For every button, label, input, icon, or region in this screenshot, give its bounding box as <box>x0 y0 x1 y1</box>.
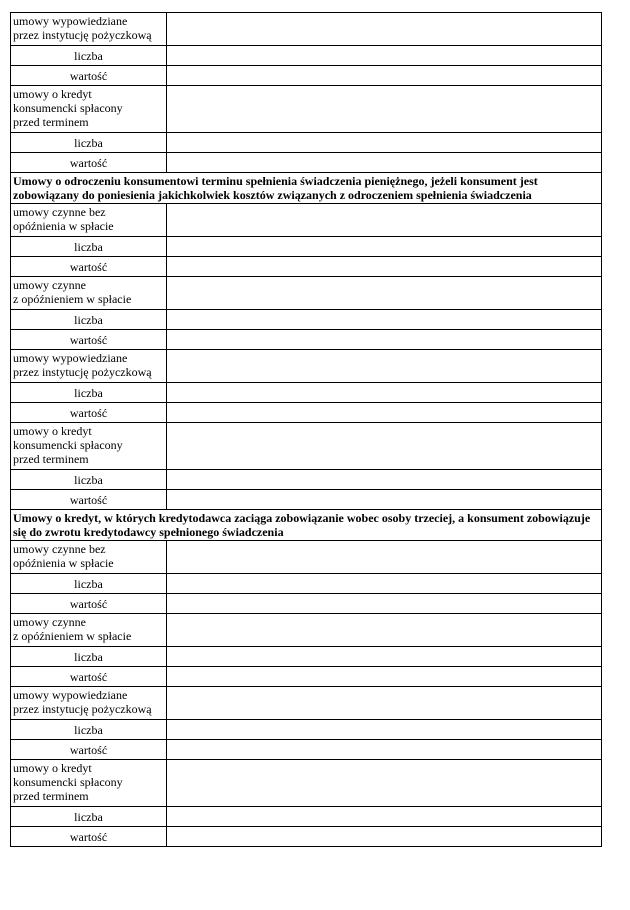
category-label: umowy wypowiedziane przez instytucję pożyczkową <box>11 687 167 720</box>
metric-row <box>11 574 602 594</box>
category-label: umowy czynne bez opóźnienia w spłacie <box>11 541 167 574</box>
value-cell[interactable] <box>167 66 602 86</box>
category-label: umowy czynne z opóźnieniem w spłacie <box>11 277 167 310</box>
value-cell[interactable] <box>167 13 602 46</box>
metric-row <box>11 647 602 667</box>
value-cell[interactable] <box>167 86 602 133</box>
category-label: umowy o kredyt konsumencki spłacony przed terminem <box>11 760 167 807</box>
category-row <box>11 86 602 133</box>
value-cell[interactable] <box>167 827 602 847</box>
metric-row <box>11 133 602 153</box>
value-cell[interactable] <box>167 807 602 827</box>
value-cell[interactable] <box>167 740 602 760</box>
metric-label: liczba <box>11 383 167 403</box>
metric-row <box>11 470 602 490</box>
metric-row <box>11 403 602 423</box>
category-label: umowy czynne bez opóźnienia w spłacie <box>11 204 167 237</box>
metric-label: wartość <box>11 403 167 423</box>
category-label: umowy o kredyt konsumencki spłacony przed terminem <box>11 86 167 133</box>
category-row <box>11 350 602 383</box>
metric-label: wartość <box>11 827 167 847</box>
value-cell[interactable] <box>167 647 602 667</box>
metric-row <box>11 330 602 350</box>
value-cell[interactable] <box>167 594 602 614</box>
metric-row <box>11 237 602 257</box>
value-cell[interactable] <box>167 574 602 594</box>
value-cell[interactable] <box>167 133 602 153</box>
category-label: umowy wypowiedziane przez instytucję pożyczkową <box>11 13 167 46</box>
category-row <box>11 541 602 574</box>
value-cell[interactable] <box>167 257 602 277</box>
value-cell[interactable] <box>167 237 602 257</box>
metric-row <box>11 383 602 403</box>
metric-label: liczba <box>11 310 167 330</box>
metric-row <box>11 827 602 847</box>
metric-row <box>11 594 602 614</box>
value-cell[interactable] <box>167 46 602 66</box>
metric-row <box>11 257 602 277</box>
value-cell[interactable] <box>167 310 602 330</box>
metric-label: liczba <box>11 574 167 594</box>
category-row <box>11 687 602 720</box>
category-label: umowy wypowiedziane przez instytucję pożyczkową <box>11 350 167 383</box>
value-cell[interactable] <box>167 720 602 740</box>
metric-label: liczba <box>11 720 167 740</box>
metric-label: wartość <box>11 257 167 277</box>
metric-row <box>11 66 602 86</box>
category-row <box>11 760 602 807</box>
section-header-row <box>11 510 602 541</box>
category-row <box>11 277 602 310</box>
category-row <box>11 614 602 647</box>
value-cell[interactable] <box>167 541 602 574</box>
value-cell[interactable] <box>167 470 602 490</box>
metric-label: liczba <box>11 133 167 153</box>
metric-row <box>11 46 602 66</box>
metric-label: liczba <box>11 46 167 66</box>
metric-label: wartość <box>11 330 167 350</box>
category-row <box>11 204 602 237</box>
report-table <box>10 12 602 847</box>
section-header: Umowy o odroczeniu konsumentowi terminu spełnienia świadczenia pieniężnego, jeżeli konsument jest zobowiązany do poniesienia jakichkolwiek kosztów związanych z odroczeniem spełnienia świadczenia <box>11 173 602 204</box>
metric-row <box>11 807 602 827</box>
value-cell[interactable] <box>167 153 602 173</box>
value-cell[interactable] <box>167 423 602 470</box>
metric-row <box>11 490 602 510</box>
value-cell[interactable] <box>167 403 602 423</box>
metric-label: wartość <box>11 594 167 614</box>
value-cell[interactable] <box>167 383 602 403</box>
value-cell[interactable] <box>167 760 602 807</box>
value-cell[interactable] <box>167 490 602 510</box>
metric-label: wartość <box>11 667 167 687</box>
section-header-row <box>11 173 602 204</box>
category-label: umowy czynne z opóźnieniem w spłacie <box>11 614 167 647</box>
report-table-body <box>11 13 602 847</box>
value-cell[interactable] <box>167 204 602 237</box>
metric-label: liczba <box>11 237 167 257</box>
category-label: umowy o kredyt konsumencki spłacony przed terminem <box>11 423 167 470</box>
value-cell[interactable] <box>167 614 602 647</box>
metric-label: liczba <box>11 807 167 827</box>
value-cell[interactable] <box>167 330 602 350</box>
metric-row <box>11 153 602 173</box>
metric-label: wartość <box>11 490 167 510</box>
value-cell[interactable] <box>167 350 602 383</box>
metric-label: wartość <box>11 153 167 173</box>
metric-label: wartość <box>11 740 167 760</box>
value-cell[interactable] <box>167 277 602 310</box>
metric-row <box>11 720 602 740</box>
value-cell[interactable] <box>167 667 602 687</box>
metric-label: wartość <box>11 66 167 86</box>
category-row <box>11 13 602 46</box>
category-row <box>11 423 602 470</box>
metric-row <box>11 740 602 760</box>
metric-label: liczba <box>11 647 167 667</box>
section-header: Umowy o kredyt, w których kredytodawca zaciąga zobowiązanie wobec osoby trzeciej, a konsument zobowiązuje się do zwrotu kredytodawcy spełnionego świadczenia <box>11 510 602 541</box>
metric-row <box>11 310 602 330</box>
value-cell[interactable] <box>167 687 602 720</box>
metric-label: liczba <box>11 470 167 490</box>
metric-row <box>11 667 602 687</box>
